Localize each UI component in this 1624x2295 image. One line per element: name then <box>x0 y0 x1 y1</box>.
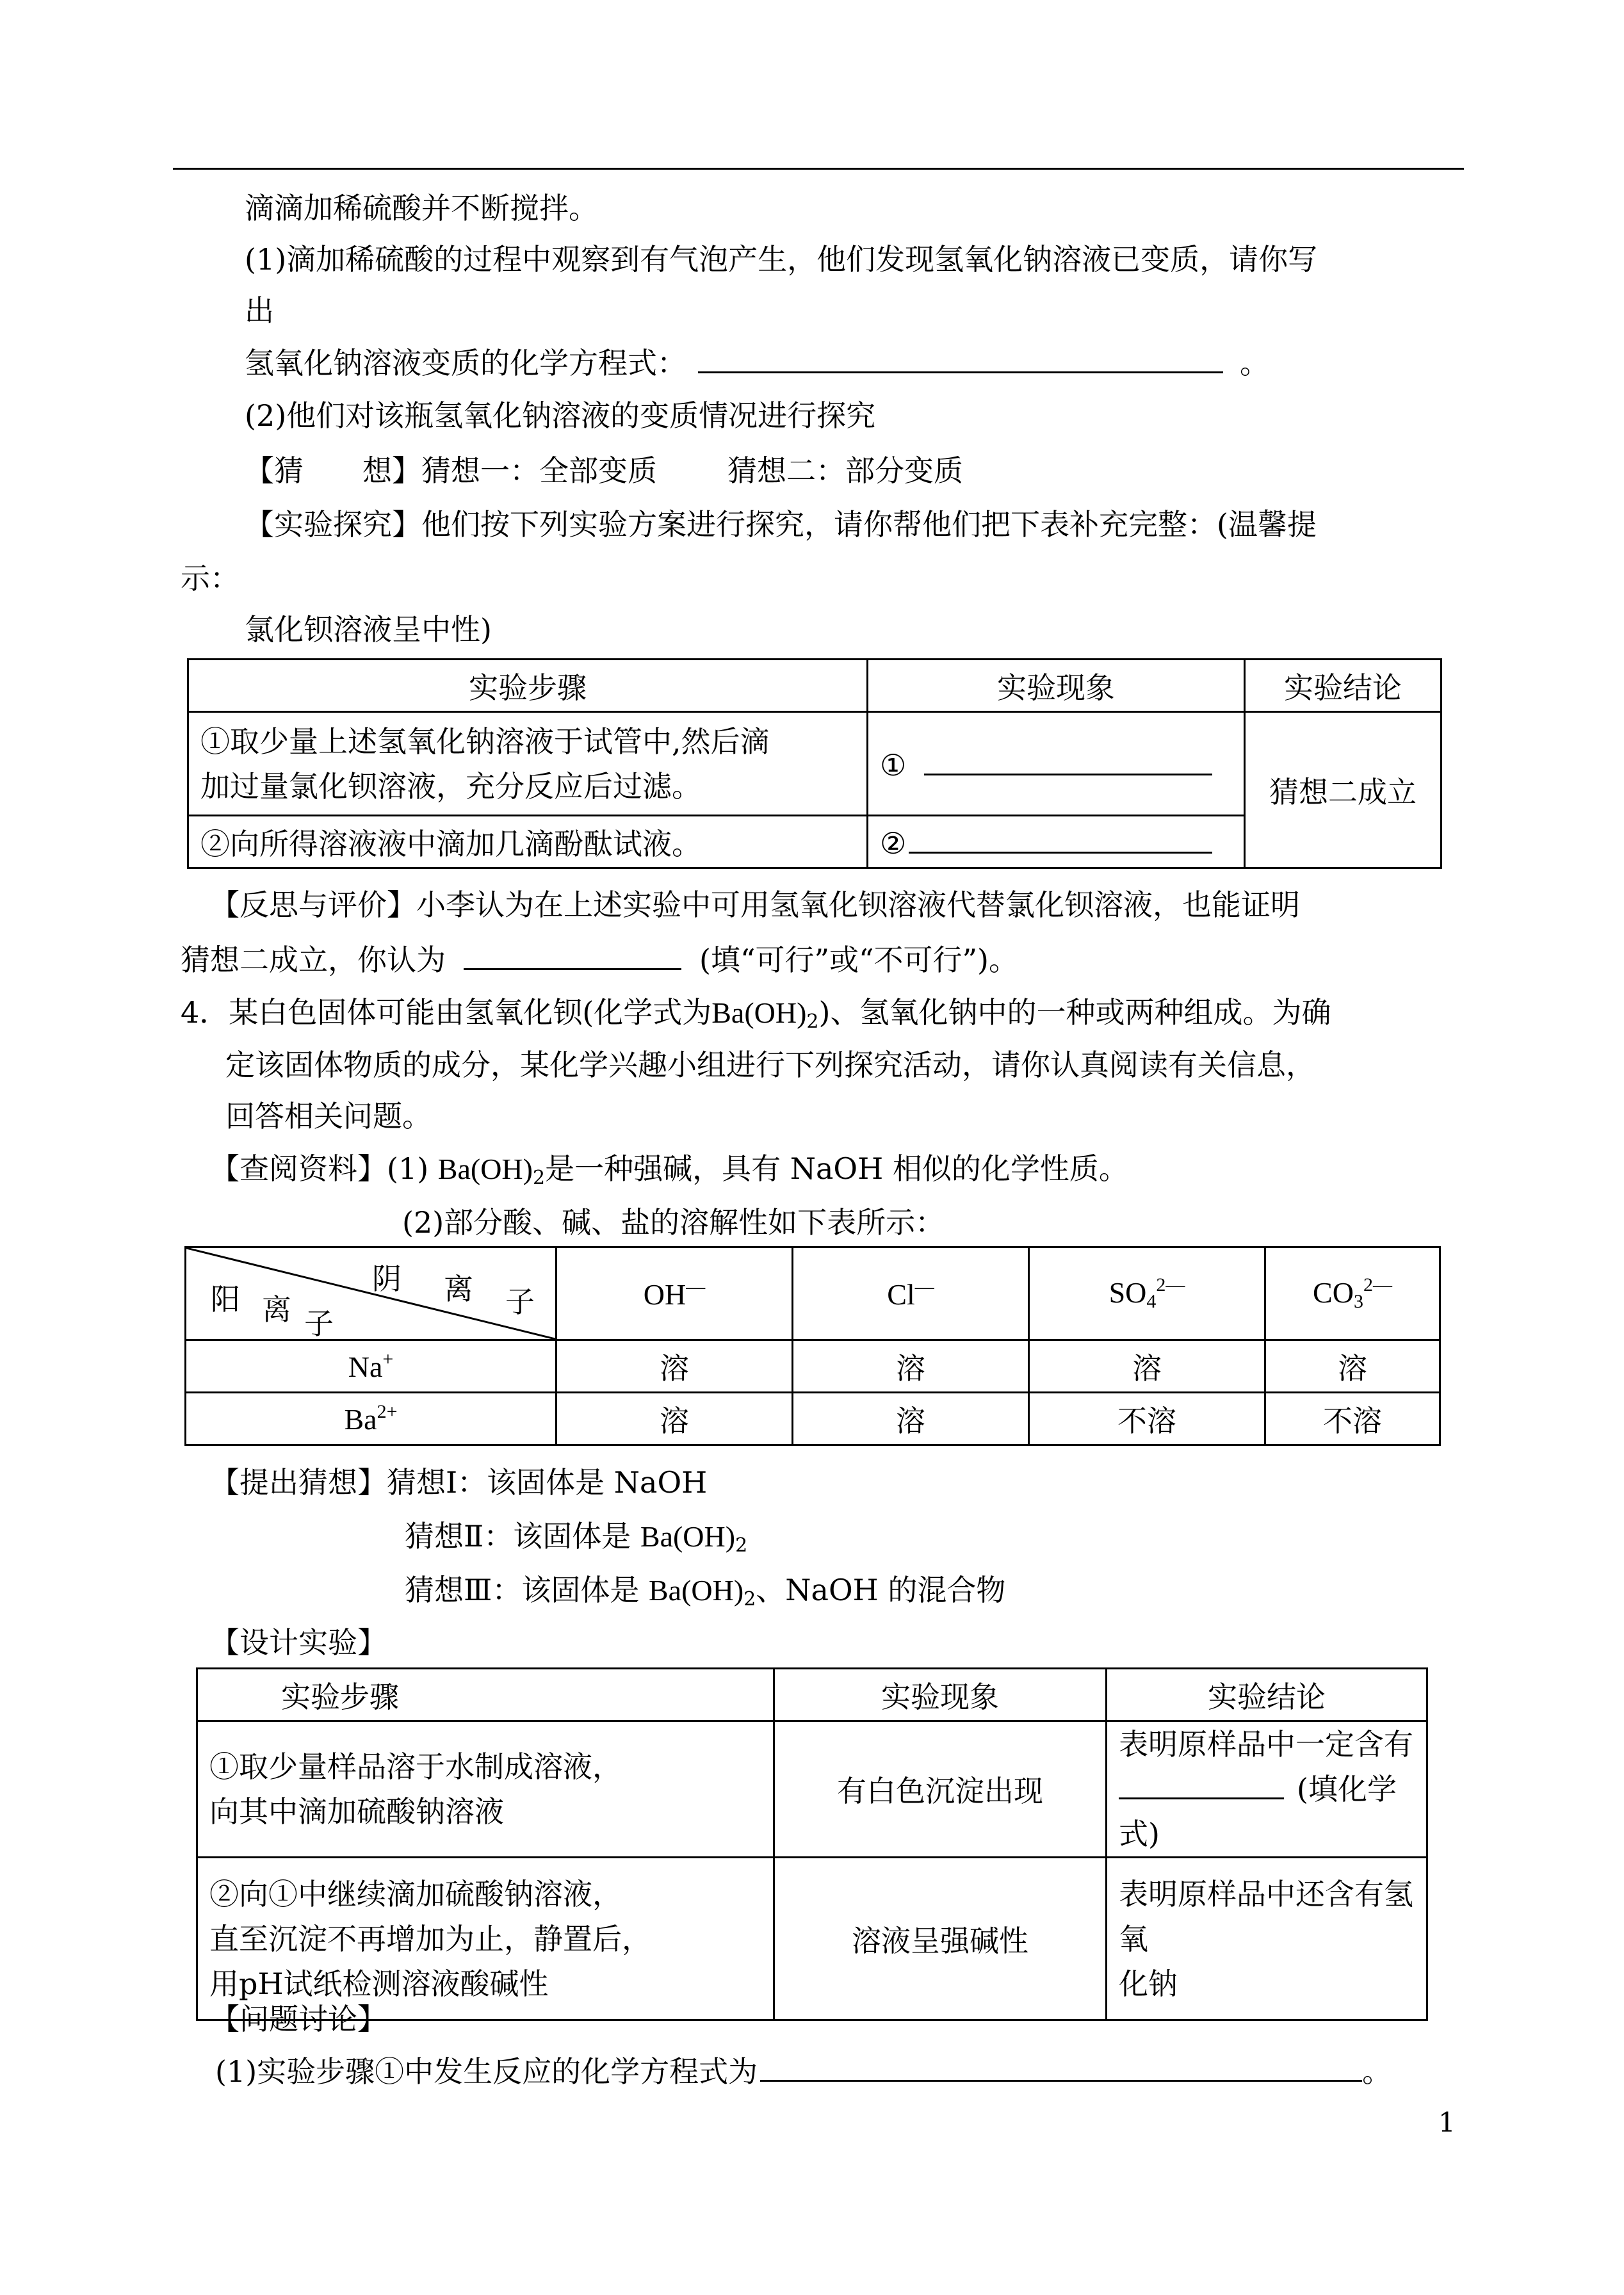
cation-header <box>186 1393 556 1445</box>
experiment-table-1 <box>187 658 1442 869</box>
anion-symbol: CO <box>1313 1276 1354 1309</box>
corner-label: 子 <box>304 1306 334 1341</box>
period: 。 <box>1362 2054 1392 2089</box>
question-1-prompt: 氢氧化钠溶液变质的化学方程式： <box>245 346 686 380</box>
page-number: 1 <box>1438 2107 1456 2138</box>
subscript: 2 <box>735 1534 748 1557</box>
formula-baoh2: Ba(OH) <box>437 1153 533 1185</box>
solubility-cell: 溶 <box>793 1393 1029 1445</box>
table-header: 实验结论 <box>1245 660 1441 712</box>
guess-2: 猜想二：部分变质 <box>727 453 963 488</box>
table-header: 实验现象 <box>868 660 1245 712</box>
reflection-question <box>181 940 1018 978</box>
step-text: 直至沉淀不再增加为止，静置后， <box>209 1921 651 1956</box>
anion-header <box>1265 1247 1440 1340</box>
answer-blank-equation[interactable] <box>698 343 1223 373</box>
solubility-cell: 不溶 <box>1265 1393 1440 1445</box>
step-text: 加过量氯化钡溶液，充分反应后过滤。 <box>200 768 701 804</box>
table-cell-conclusion: 猜想二成立 <box>1245 712 1441 868</box>
anion-symbol: OH <box>643 1277 686 1311</box>
corner-label: 离 <box>444 1272 473 1306</box>
table-cell-conclusion <box>1107 1858 1427 2020</box>
table-header: 实验步骤 <box>197 1669 774 1721</box>
table-cell-phenomenon <box>868 816 1245 868</box>
answer-blank-reaction-equation[interactable] <box>760 2052 1362 2082</box>
reflection-text: 【反思与评价】小李认为在上述实验中可用氢氧化钡溶液代替氯化钡溶液，也能证明 <box>210 888 1300 922</box>
fill-hint: (填“可行”或“不可行”)。 <box>699 943 1018 977</box>
table-cell-phenomenon: 溶液呈强碱性 <box>774 1858 1107 2020</box>
cation-header <box>186 1340 556 1393</box>
hypothesis-text: 猜想Ⅰ：该固体是 NaOH <box>387 1465 708 1500</box>
subscript: 2 <box>532 1167 546 1189</box>
question-1-equation-line <box>245 343 1269 382</box>
reference-1 <box>210 1150 1128 1197</box>
guess-tag: 【猜 想】 <box>245 453 421 488</box>
question-4-text <box>181 994 1331 1041</box>
solubility-cell: 不溶 <box>1029 1393 1265 1445</box>
step-text: 向其中滴加硫酸钠溶液 <box>209 1794 504 1829</box>
design-tag: 【设计实验】 <box>210 1625 387 1660</box>
table-cell-phenomenon <box>868 712 1245 816</box>
experiment-table-2 <box>196 1667 1428 2021</box>
answer-blank-phenomenon-1[interactable] <box>924 745 1212 775</box>
explore-text-cont: 示： <box>181 561 240 596</box>
diagonal-line <box>186 1248 555 1339</box>
charge: 2+ <box>377 1401 398 1422</box>
discussion-question-1 <box>215 2052 1392 2090</box>
charge: 2— <box>1363 1274 1392 1295</box>
phenomenon-label: ① <box>880 747 907 783</box>
q4-text: )、氢氧化钠中的一种或两种组成。为确 <box>818 995 1331 1030</box>
table-header: 实验步骤 <box>188 660 868 712</box>
question-1-text: (1)滴加稀硫酸的过程中观察到有气泡产生，他们发现氢氧化钠溶液已变质，请你写 <box>245 242 1318 277</box>
hypothesis-2 <box>405 1518 747 1564</box>
question-2-text: (2)他们对该瓶氢氧化钠溶液的变质情况进行探究 <box>245 398 876 433</box>
table-header: 实验结论 <box>1107 1669 1427 1721</box>
discussion-prompt: (1)实验步骤①中发生反应的化学方程式为 <box>215 2054 758 2089</box>
corner-label: 阴 <box>372 1261 402 1296</box>
reference-text: 是一种强碱，具有 NaOH 相似的化学性质。 <box>545 1151 1128 1186</box>
fill-hint: (填化学式) <box>1119 1772 1397 1851</box>
phenomenon-label: ② <box>880 825 907 861</box>
q4-text: 4．某白色固体可能由氢氧化钡(化学式为 <box>181 995 712 1030</box>
anion-symbol: SO <box>1108 1276 1147 1309</box>
anion-symbol: Cl <box>887 1277 915 1311</box>
reference-tag: 【查阅资料】(1) <box>210 1151 429 1186</box>
question-4-text-end: 回答相关问题。 <box>225 1099 432 1133</box>
hypothesis-1 <box>210 1464 707 1501</box>
subscript: 4 <box>1146 1291 1157 1312</box>
period: 。 <box>1240 346 1269 380</box>
table-cell-phenomenon: 有白色沉淀出现 <box>774 1721 1107 1858</box>
anion-header <box>793 1247 1029 1340</box>
corner-label: 阳 <box>211 1282 240 1317</box>
intro-line: 滴滴加稀硫酸并不断搅拌。 <box>245 191 598 225</box>
explore-hint: 氯化钡溶液呈中性) <box>245 612 492 647</box>
cation-symbol: Na <box>348 1350 383 1383</box>
conclusion-text: 表明原样品中一定含有 <box>1119 1727 1413 1762</box>
solubility-cell: 溶 <box>793 1340 1029 1393</box>
table-header: 实验现象 <box>774 1669 1107 1721</box>
charge: — <box>686 1276 706 1297</box>
question-1-text-cont: 出 <box>245 293 274 328</box>
conclusion-text: 表明原样品中还含有氢氧 <box>1119 1876 1413 1956</box>
guess-line <box>245 452 963 489</box>
formula-baoh2: Ba(OH) <box>649 1574 744 1607</box>
hypothesis-text: 猜想Ⅱ：该固体是 <box>405 1519 631 1553</box>
hypothesis-text: 、NaOH 的混合物 <box>756 1573 1006 1607</box>
table-cell-step <box>197 1721 774 1858</box>
solubility-cell: 溶 <box>556 1340 793 1393</box>
solubility-cell: 溶 <box>1265 1340 1440 1393</box>
anion-header <box>556 1247 793 1340</box>
question-4-text-cont: 定该固体物质的成分，某化学兴趣小组进行下列探究活动，请你认真阅读有关信息， <box>225 1048 1315 1082</box>
step-text: ②向①中继续滴加硫酸钠溶液， <box>209 1876 622 1911</box>
hypothesis-tag: 【提出猜想】 <box>210 1465 387 1500</box>
reflection-prompt: 猜想二成立，你认为 <box>181 943 446 977</box>
conclusion-fill <box>1119 1767 1415 1856</box>
hypothesis-3 <box>405 1571 1005 1618</box>
cation-symbol: Ba <box>344 1403 377 1436</box>
guess-1: 猜想一：全部变质 <box>421 453 657 488</box>
explore-text: 【实验探究】他们按下列实验方案进行探究，请你帮他们把下表补充完整：(温馨提 <box>245 507 1317 542</box>
reference-2: (2)部分酸、碱、盐的溶解性如下表所示： <box>402 1205 945 1240</box>
step-text: ①取少量上述氢氧化钠溶液于试管中,然后滴 <box>200 724 770 759</box>
formula-baoh2: Ba(OH) <box>711 996 807 1029</box>
table-cell-step: ②向所得溶液液中滴加几滴酚酞试液。 <box>188 816 868 868</box>
answer-blank-formula[interactable] <box>1119 1769 1284 1799</box>
answer-blank-feasible[interactable] <box>464 940 681 970</box>
charge: — <box>914 1276 934 1297</box>
solubility-cell: 溶 <box>1029 1340 1265 1393</box>
step-text: 用pH试纸检测溶液酸碱性 <box>209 1966 549 2001</box>
anion-header <box>1029 1247 1265 1340</box>
header-rule <box>173 168 1464 170</box>
answer-blank-phenomenon-2[interactable] <box>909 823 1212 854</box>
subscript: 2 <box>806 1010 819 1033</box>
table-cell-conclusion <box>1107 1721 1427 1858</box>
table-cell-step <box>188 712 868 816</box>
discussion-tag: 【问题讨论】 <box>210 2002 387 2036</box>
solubility-cell: 溶 <box>556 1393 793 1445</box>
table-corner-cell <box>186 1247 556 1340</box>
corner-label: 子 <box>505 1285 535 1319</box>
step-text: ①取少量样品溶于水制成溶液， <box>209 1749 622 1784</box>
formula-baoh2: Ba(OH) <box>640 1520 736 1553</box>
subscript: 3 <box>1353 1291 1363 1312</box>
table-cell-step <box>197 1858 774 2020</box>
conclusion-text: 化钠 <box>1119 1966 1178 2001</box>
subscript: 2 <box>743 1588 756 1610</box>
charge: 2— <box>1156 1274 1185 1295</box>
corner-label: 离 <box>262 1292 291 1327</box>
hypothesis-text: 猜想Ⅲ：该固体是 <box>405 1573 640 1607</box>
charge: + <box>382 1349 394 1370</box>
solubility-table <box>184 1246 1441 1446</box>
